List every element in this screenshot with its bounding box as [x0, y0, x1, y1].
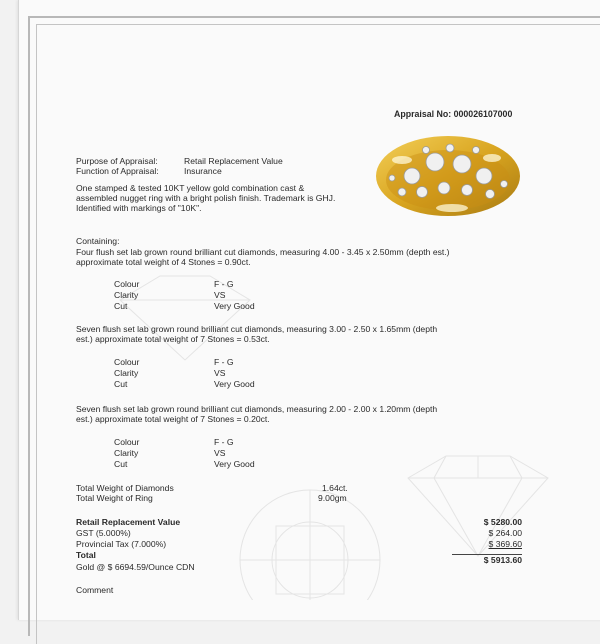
spec-value: F - G: [214, 357, 234, 367]
spec-value: VS: [214, 290, 226, 300]
spec-label: Cut: [114, 379, 128, 389]
gst-label: GST (5.000%): [76, 528, 131, 538]
provincial-tax-label: Provincial Tax (7.000%): [76, 539, 167, 549]
spec-label: Cut: [114, 459, 128, 469]
total-weight-diamonds-value: 1.64ct.: [322, 483, 348, 493]
valuation-title: Retail Replacement Value: [76, 517, 181, 527]
spec-label: Clarity: [114, 368, 139, 378]
spec-label: Colour: [114, 437, 140, 447]
total-label: Total: [76, 550, 96, 560]
total-weight-diamonds-label: Total Weight of Diamonds: [76, 483, 174, 493]
spec-label: Cut: [114, 301, 128, 311]
spec-value: Very Good: [214, 459, 255, 469]
valuation-title-amount: $ 5280.00: [483, 517, 522, 527]
spec-value: F - G: [214, 279, 234, 289]
description-line: assembled nugget ring with a bright polish finish. Trademark is GHJ.: [76, 193, 336, 203]
spec-value: F - G: [214, 437, 234, 447]
stone-group-line: Four flush set lab grown round brilliant cut diamonds, measuring 4.00 - 3.45 x 2.50mm (depth est.): [76, 247, 450, 257]
description-line: Identified with markings of "10K".: [76, 203, 202, 213]
stone-group-line: approximate total weight of 4 Stones = 0.90ct.: [76, 257, 251, 267]
ring-photo: [372, 130, 522, 225]
total-weight-ring-value: 9.00gm: [318, 493, 347, 503]
total-amount: $ 5913.60: [483, 555, 522, 565]
gst-amount: $ 264.00: [488, 528, 522, 538]
purpose-value: Retail Replacement Value: [184, 156, 283, 166]
spec-value: VS: [214, 368, 226, 378]
function-value: Insurance: [184, 166, 222, 176]
stone-group-line: Seven flush set lab grown round brilliant cut diamonds, measuring 2.00 - 2.00 x 1.20mm (depth: [76, 404, 438, 414]
spec-value: Very Good: [214, 301, 255, 311]
function-label: Function of Appraisal:: [76, 166, 159, 176]
appraisal-number: Appraisal No: 000026107000: [394, 109, 513, 119]
stone-group-line: est.) approximate total weight of 7 Stones = 0.53ct.: [76, 334, 270, 344]
spec-value: VS: [214, 448, 226, 458]
spec-label: Colour: [114, 357, 140, 367]
comment-label: Comment: [76, 585, 114, 595]
provincial-tax-amount: $ 369.60: [488, 539, 522, 549]
spec-label: Clarity: [114, 448, 139, 458]
description-line: One stamped & tested 10KT yellow gold combination cast &: [76, 183, 305, 193]
purpose-label: Purpose of Appraisal:: [76, 156, 158, 166]
spec-label: Colour: [114, 279, 140, 289]
stone-group-line: Seven flush set lab grown round brilliant cut diamonds, measuring 3.00 - 2.50 x 1.65mm (depth: [76, 324, 438, 334]
containing-label: Containing:: [76, 236, 120, 246]
stone-group-line: est.) approximate total weight of 7 Stones = 0.20ct.: [76, 414, 270, 424]
gold-price-note: Gold @ $ 6694.59/Ounce CDN: [76, 562, 195, 572]
spec-value: Very Good: [214, 379, 255, 389]
total-weight-ring-label: Total Weight of Ring: [76, 493, 153, 503]
spec-label: Clarity: [114, 290, 139, 300]
